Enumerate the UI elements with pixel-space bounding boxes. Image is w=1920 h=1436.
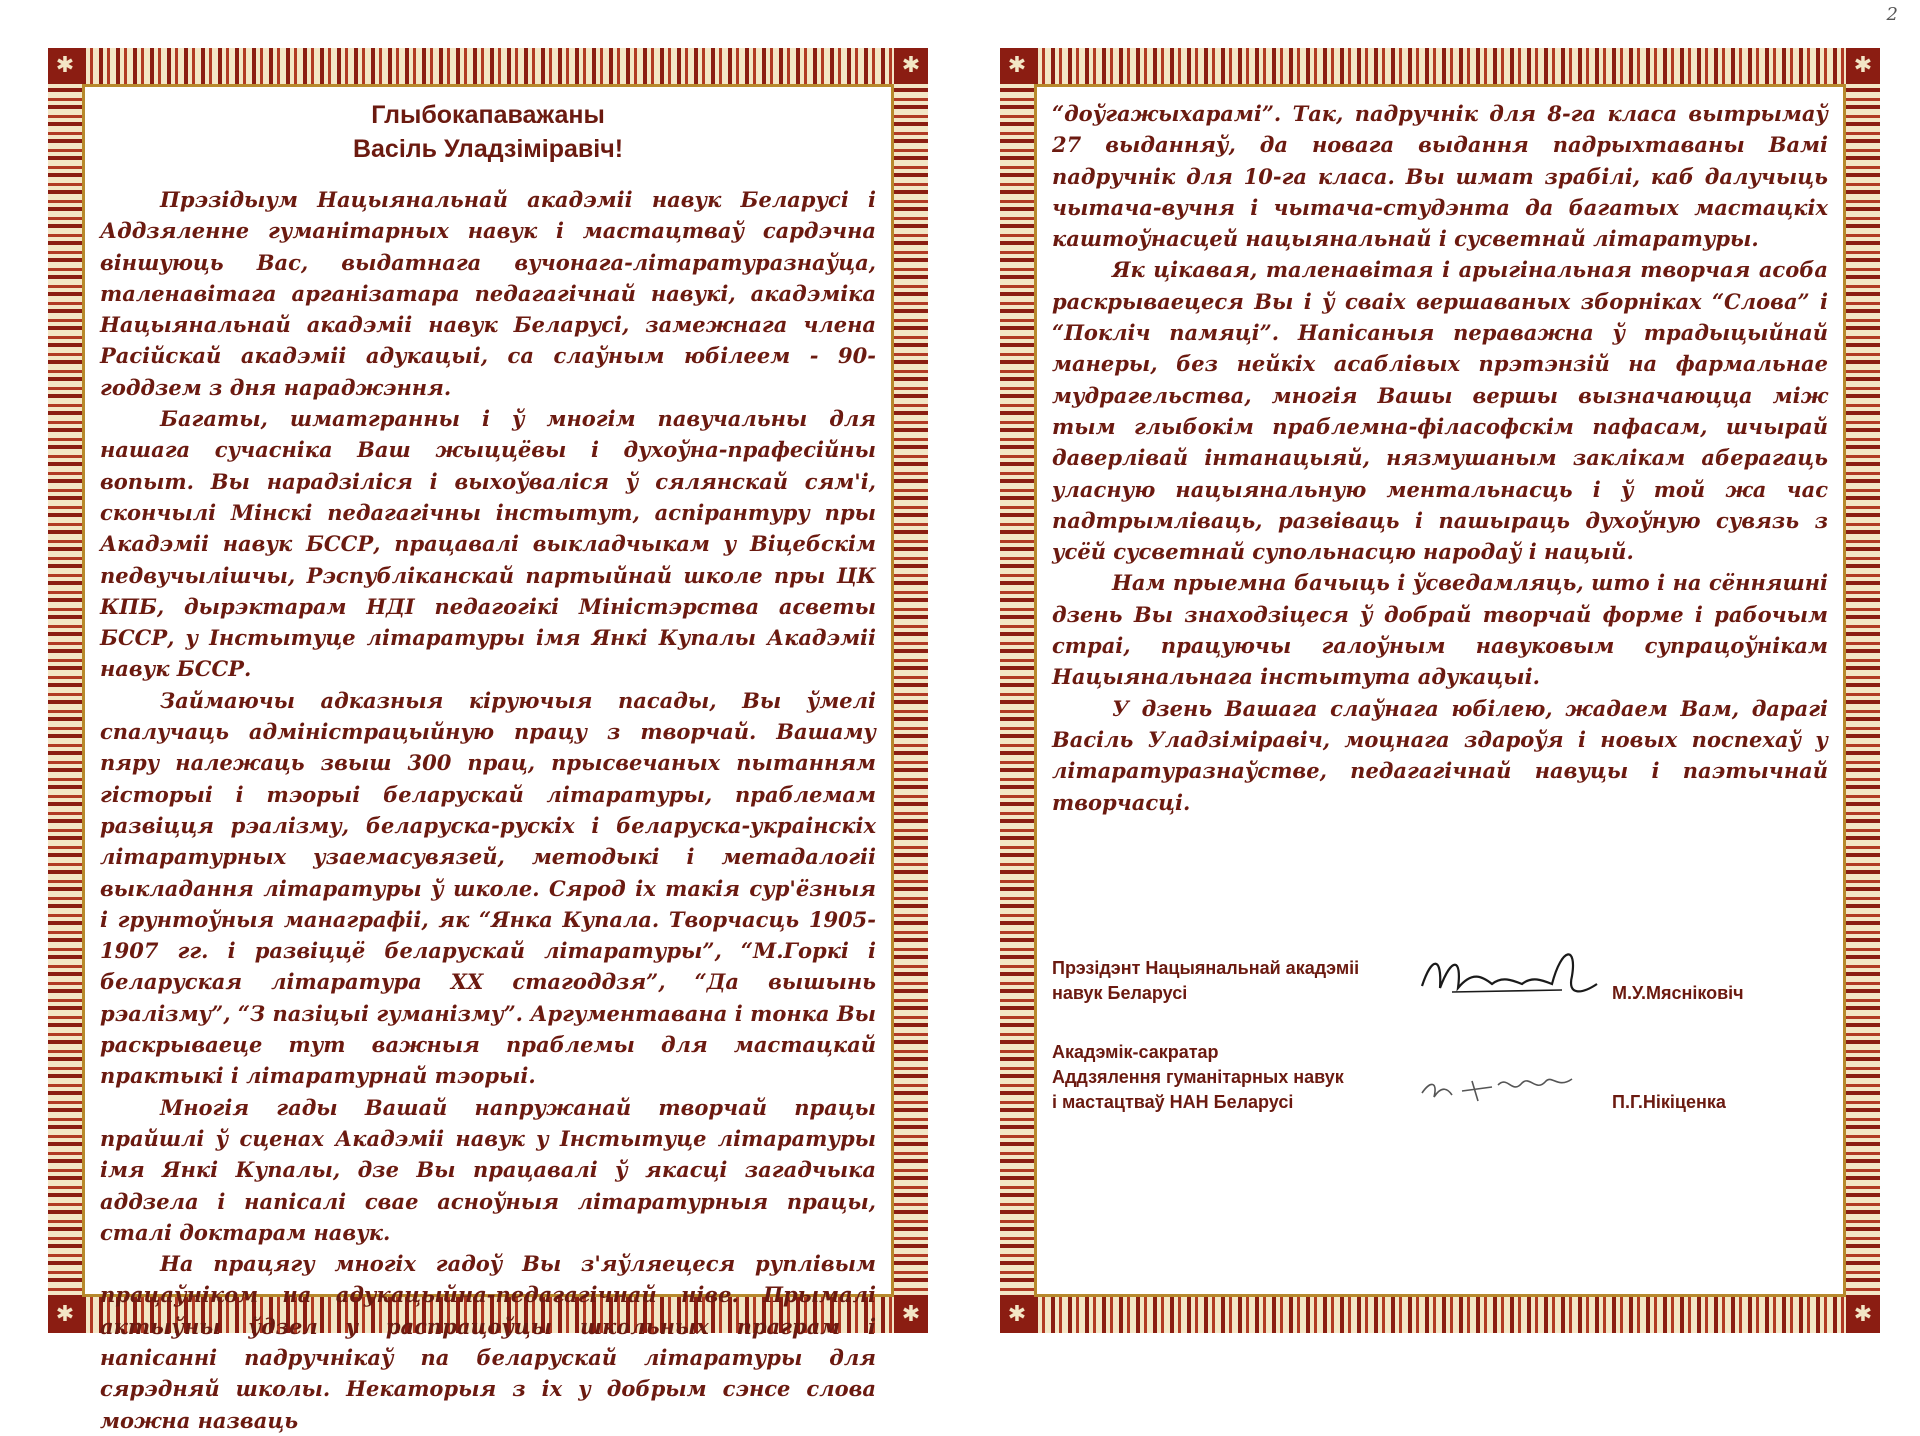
signatory-title bbox=[1052, 956, 1412, 1006]
signatory-title bbox=[1052, 1040, 1412, 1115]
signature-block-secretary bbox=[1052, 1040, 1828, 1115]
paragraph: Нам прыемна бачыць і ўсведамляць, што і на сённяшні дзень Вы знаходзіцеся ў добрай творчай форме і рабочым страі, працуючы галоўным навуковым супрацоўнікам Нацыянальнага інстытута адукацыі. bbox=[1052, 570, 1828, 690]
corner-ornament-icon: ✱ bbox=[48, 1297, 82, 1333]
signature-block-president bbox=[1052, 936, 1828, 1006]
signatory-name: М.У.Мясніковіч bbox=[1612, 982, 1744, 1003]
signatory-title-line: навук Беларусі bbox=[1052, 982, 1188, 1003]
ornamental-border-left bbox=[48, 48, 82, 1333]
ornamental-border-right bbox=[894, 48, 928, 1333]
corner-ornament-icon: ✱ bbox=[1846, 48, 1880, 84]
signature-image bbox=[1412, 936, 1602, 1006]
signatory-title-line: Прэзідэнт Нацыянальнай акадэміі bbox=[1052, 957, 1360, 978]
right-page bbox=[1000, 48, 1880, 1333]
salutation-line-2: Васіль Уладзіміравіч! bbox=[352, 135, 624, 163]
paragraph: “доўгажыхарамі”. Так, падручнік для 8-га класа вытрымаў 27 выданняў, да новага выдання падрыхтаваны Вамі падручнік для 10-га класа. Вы шмат зрабілі, каб далучыць чытача-вучня і чытача-студэнта да багатых мастацкіх каштоўнасцей нацыянальнай і сусветнай літаратуры. bbox=[1052, 101, 1828, 252]
page-number: 2 bbox=[1886, 4, 1898, 25]
corner-ornament-icon: ✱ bbox=[894, 48, 928, 84]
ornamental-border-left bbox=[1000, 48, 1034, 1333]
corner-ornament-icon: ✱ bbox=[1000, 48, 1034, 84]
paragraph: Многія гады Вашай напружанай творчай працы прайшлі ў сценах Акадэміі навук у Інстытуце літаратуры імя Янкі Купалы, дзе Вы працавалі ў якасці загадчыка аддзела і напісалі свае асноўныя літаратурныя працы, сталі доктарам навук. bbox=[100, 1094, 876, 1245]
paragraph: На працягу многіх гадоў Вы з'яўляецеся руплівым працаўніком на адукацыйна-педагагічнай ніве. Прымалі актыўны ўдзел у распрацоўцы школьных праграм і напісанні падручнікаў па беларускай літаратуры для сярэдняй школы. Некаторыя з іх у добрым сэнсе слова можна назваць bbox=[100, 1251, 876, 1433]
corner-ornament-icon: ✱ bbox=[48, 48, 82, 84]
paragraph: У дзень Вашага слаўнага юбілею, жадаем Вам, дарагі Васіль Уладзіміравіч, моцнага здароўя і новых поспехаў у літаратуразнаўстве, педагагічнай навуцы і паэтычнай творчасці. bbox=[1052, 695, 1828, 815]
paragraph: Багаты, шматгранны і ў многім павучальны для нашага сучасніка Ваш жыццёвы і духоўна-прафесійны вопыт. Вы нарадзіліся і выхоўваліся ў сялянскай сям'і, скончылі Мінскі педагагічны інстытут, аспірантуру пры Акадэміі навук БССР, працавалі выкладчыкам у Віцебскім педвучылішчы, Рэспубліканскай партыйнай школе пры ЦК КПБ, дырэктарам НДІ педагогікі Міністэрства асветы БССР, у Інстытуце літаратуры імя Янкі Купалы Акадэміі навук БССР. bbox=[100, 406, 876, 682]
signatory-title-line: і мастацтваў НАН Беларусі bbox=[1052, 1091, 1294, 1112]
paragraph: Прэзідыум Нацыянальнай акадэміі навук Беларусі і Аддзяленне гуманітарных навук і мастацтваў сардэчна віншуюць Вас, выдатнага вучонага-літаратуразнаўца, таленавітага арганізатара педагагічнай навукі, акадэміка Нацыянальнай акадэміі навук Беларусі, замежнага члена Расійскай акадэміі адукацыі, са слаўным юбілеем - 90-годдзем з дня нараджэння. bbox=[100, 187, 876, 400]
salutation bbox=[100, 98, 876, 166]
salutation-line-1: Глыбокапаважаны bbox=[371, 101, 605, 129]
left-page bbox=[48, 48, 928, 1433]
corner-ornament-icon: ✱ bbox=[1846, 1297, 1880, 1333]
corner-ornament-icon: ✱ bbox=[894, 1297, 928, 1333]
signatory-name: П.Г.Нікіценка bbox=[1612, 1091, 1726, 1112]
signatory-title-line: Акадэмік-сакратар bbox=[1052, 1041, 1219, 1062]
paragraph: Як цікавая, таленавітая і арыгінальная творчая асоба раскрываецеся Вы і ў сваіх вершаваных зборніках “Слова” і “Покліч памяці”. Напісаныя пераважна ў традыцыйнай манеры, без нейкіх асаблівых прэтэнзій на фармальнае мудрагельства, многія Вашы вершы вызначаюцца між тым глыбокім праблемна-філасофскім пафасам, шчырай даверлівай інтанацыяй, нязмушаным заклікам аберагаць уласную нацыянальную ментальнасць і ў той жа час падтрымліваць, развіваць і пашыраць духоўную сувязь з усёй сусветнай супольнасцю народаў і нацый. bbox=[1052, 257, 1828, 565]
letter-body-right bbox=[1052, 98, 1828, 1283]
ornamental-border-right bbox=[1846, 48, 1880, 1333]
corner-ornament-icon: ✱ bbox=[1000, 1297, 1034, 1333]
signatory-title-line: Аддзялення гуманітарных навук bbox=[1052, 1066, 1344, 1087]
signature-image bbox=[1412, 1045, 1602, 1115]
paragraph: Займаючы адказныя кіруючыя пасады, Вы ўмелі спалучаць адміністрацыйную працу з творчай. Вашаму пяру належаць звыш 300 прац, прысвечаных пытанням гісторыі і тэорыі беларускай літаратуры, праблемам развіцця рэалізму, беларуска-рускіх і беларуска-украінскіх літаратурных узаемасувязей, методыкі і метадалогіі выкладання літаратуры ў школе. Сярод іх такія сур'ёзныя і грунтоўныя манаграфіі, як “Янка Купала. Творчасць 1905-1907 гг. і развіццё беларускай літаратуры”, “М.Горкі і беларуская літаратура XX стагоддзя”, “Да вышынь рэалізму”, “З пазіцыі гуманізму”. Аргументавана і тонка Вы раскрываеце тут важныя праблемы для мастацкай практыкі і літаратурнай тэорыі. bbox=[100, 687, 876, 1089]
letter-body-left bbox=[100, 98, 876, 1433]
